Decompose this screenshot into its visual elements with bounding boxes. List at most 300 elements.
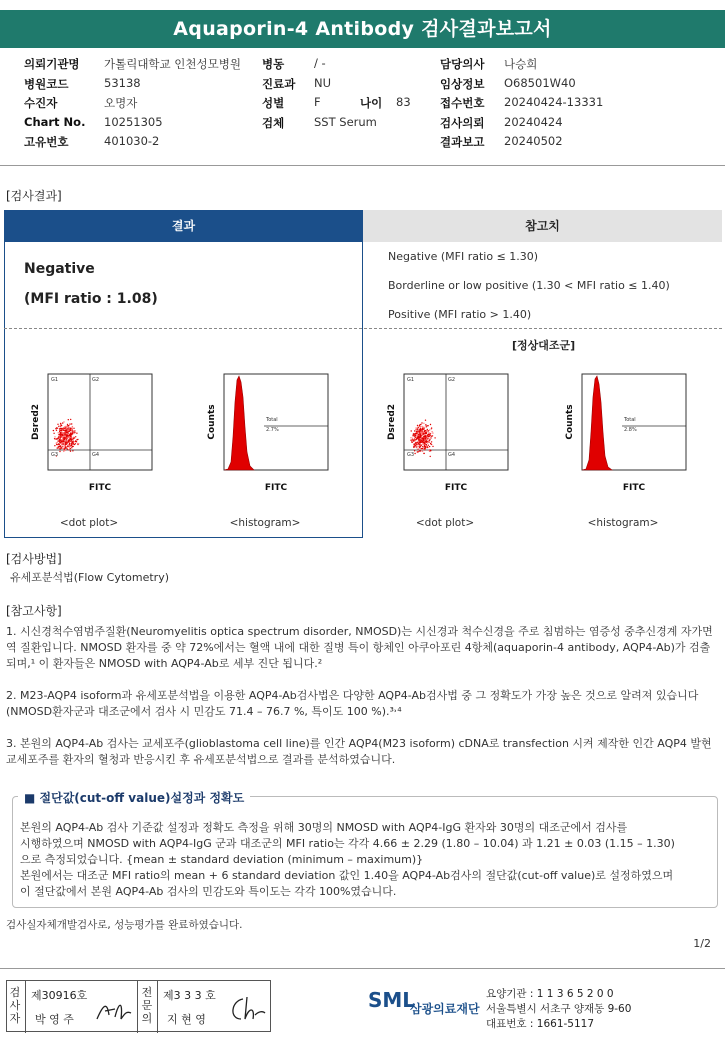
- event-dot: [410, 440, 411, 441]
- cutoff-title: ■ 절단값(cut-off value)설정과 정확도: [18, 789, 250, 806]
- info-label: 검사의뢰: [440, 116, 485, 130]
- event-dot: [430, 424, 431, 425]
- event-dot: [423, 447, 424, 448]
- gate-total-label: Total: [624, 417, 636, 423]
- event-dot: [65, 441, 66, 442]
- event-dot: [417, 442, 418, 443]
- event-dot: [418, 448, 419, 449]
- event-dot: [70, 451, 71, 452]
- event-dot: [70, 441, 71, 442]
- event-dot: [430, 443, 431, 444]
- event-dot: [419, 425, 420, 426]
- event-dot: [65, 436, 66, 437]
- event-dot: [414, 443, 415, 444]
- event-dot: [56, 430, 57, 431]
- event-dot: [422, 451, 423, 452]
- event-dot: [61, 441, 62, 442]
- info-value: NU: [314, 76, 332, 90]
- event-dot: [72, 433, 73, 434]
- info-value: 오명자: [104, 96, 138, 110]
- event-dot: [69, 444, 70, 445]
- event-dot: [417, 428, 418, 429]
- y-axis-label: Counts: [565, 404, 575, 440]
- event-dot: [415, 442, 416, 443]
- event-dot: [56, 444, 57, 445]
- event-dot: [57, 424, 58, 425]
- divider: [0, 165, 725, 166]
- result-value: Negative: [24, 261, 95, 277]
- event-dot: [413, 433, 414, 434]
- section-result-title: [검사결과]: [6, 189, 62, 203]
- event-dot: [54, 436, 55, 437]
- signature-mark: [225, 993, 267, 1025]
- event-dot: [421, 442, 422, 443]
- event-dot: [424, 445, 425, 446]
- event-dot: [426, 446, 427, 447]
- event-dot: [72, 426, 73, 427]
- x-axis-label: FITC: [264, 483, 288, 493]
- reference-para-3: 3. 본원의 AQP4-Ab 검사는 교세포주(glioblastoma cell line)를 인간 AQP4(M23 isoform) cDNA로 transfection 시켜 제작한 인간 AQP4 발현 교세포주를 환자의 혈청과 반응시킨 후 유세포분석법으로 결과를 분석하였습니다.: [6, 737, 712, 766]
- info-value: / -: [314, 56, 326, 70]
- event-dot: [76, 433, 77, 434]
- event-dot: [59, 445, 60, 446]
- event-dot: [68, 439, 69, 440]
- event-dot: [70, 433, 71, 434]
- event-dot: [418, 434, 419, 435]
- event-dot: [420, 444, 421, 445]
- event-dot: [428, 438, 429, 439]
- event-dot: [417, 437, 418, 438]
- event-dot: [416, 444, 417, 445]
- info-value: 20240502: [504, 134, 563, 148]
- event-dot: [65, 443, 66, 444]
- plot-caption: <histogram>: [229, 517, 301, 529]
- event-dot: [62, 433, 63, 434]
- quadrant-label: G4: [448, 452, 456, 458]
- signer-name: 지 현 영: [167, 1013, 206, 1026]
- event-dot: [420, 428, 421, 429]
- event-dot: [65, 439, 66, 440]
- event-dot: [431, 431, 432, 432]
- event-dot: [431, 427, 432, 428]
- event-dot: [419, 440, 420, 441]
- event-dot: [63, 437, 64, 438]
- event-dot: [69, 435, 70, 436]
- event-dot: [411, 430, 412, 431]
- quadrant-label: G4: [92, 452, 100, 458]
- event-dot: [415, 433, 416, 434]
- event-dot: [68, 441, 69, 442]
- event-dot: [67, 426, 68, 427]
- info-value: 20240424-13331: [504, 95, 604, 109]
- event-dot: [59, 437, 60, 438]
- event-dot: [74, 430, 75, 431]
- event-dot: [73, 437, 74, 438]
- event-dot: [58, 432, 59, 433]
- event-dot: [423, 439, 424, 440]
- event-dot: [68, 428, 69, 429]
- info-label: 임상정보: [440, 77, 485, 91]
- event-dot: [72, 430, 73, 431]
- info-value: 20240424: [504, 115, 563, 129]
- event-dot: [65, 432, 66, 433]
- event-dot: [55, 438, 56, 439]
- event-dot: [420, 435, 421, 436]
- event-dot: [418, 427, 419, 428]
- reference-para-2: 2. M23-AQP4 isoform과 유세포분석법을 이용한 AQP4-Ab검사법은 다양한 AQP4-Ab검사법 중 그 정확도가 가장 높은 것으로 알려져 있습니다(NMOSD환자군과 대조군에서 검사 시 민감도 71.4 – 76.7 %, 특이도 100 %).³˒⁴: [6, 689, 699, 718]
- plot-caption: <dot plot>: [59, 517, 119, 529]
- histogram-svg: [548, 352, 698, 502]
- info-label: 고유번호: [24, 135, 69, 149]
- event-dot: [430, 456, 431, 457]
- event-dot: [416, 428, 417, 429]
- info-value: 나승희: [504, 57, 538, 71]
- event-dot: [417, 451, 418, 452]
- signature-box: [6, 980, 271, 1032]
- event-dot: [65, 430, 66, 431]
- gate-total-value: 2.8%: [624, 427, 637, 433]
- plot-frame: [404, 374, 508, 470]
- event-dot: [64, 448, 65, 449]
- event-dot: [425, 420, 426, 421]
- x-axis-label: FITC: [622, 483, 646, 493]
- cutoff-line: 이 절단값에서 본원 AQP4-Ab 검사의 민감도와 특이도는 각각 100%였습니다.: [20, 885, 397, 898]
- event-dot: [432, 435, 433, 436]
- event-dot: [59, 451, 60, 452]
- event-dot: [424, 449, 425, 450]
- event-dot: [67, 432, 68, 433]
- event-dot: [54, 445, 55, 446]
- event-dot: [62, 422, 63, 423]
- event-dot: [422, 427, 423, 428]
- patient-dot-plot: [14, 352, 164, 502]
- info-label: 접수번호: [440, 96, 485, 110]
- event-dot: [429, 439, 430, 440]
- event-dot: [421, 449, 422, 450]
- event-dot: [65, 447, 66, 448]
- info-label: Chart No.: [24, 115, 86, 129]
- age-label: 나이: [360, 96, 383, 110]
- cutoff-line: 으로 측정되었습니다. {mean ± standard deviation (minimum – maximum)}: [20, 853, 424, 866]
- event-dot: [71, 440, 72, 441]
- event-dot: [430, 437, 431, 438]
- event-dot: [58, 446, 59, 447]
- reference-borderline: Borderline or low positive (1.30 < MFI ratio ≤ 1.40): [388, 279, 670, 292]
- footer-note: 검사실자체개발검사로, 성능평가를 완료하였습니다.: [6, 919, 243, 931]
- event-dot: [56, 442, 57, 443]
- info-label: 수진자: [24, 96, 58, 110]
- event-dot: [61, 428, 62, 429]
- event-dot: [422, 429, 423, 430]
- event-dot: [61, 430, 62, 431]
- divider: [137, 981, 138, 1033]
- y-axis-label: Dsred2: [31, 403, 41, 441]
- info-label: 결과보고: [440, 135, 485, 149]
- event-dot: [423, 423, 424, 424]
- signer-license-no: 제30916호: [31, 989, 88, 1002]
- event-dot: [64, 439, 65, 440]
- gate-total-label: Total: [266, 417, 278, 423]
- event-dot: [62, 435, 63, 436]
- event-dot: [428, 450, 429, 451]
- event-dot: [63, 430, 64, 431]
- event-dot: [59, 429, 60, 430]
- event-dot: [424, 435, 425, 436]
- y-axis-label: Dsred2: [387, 403, 397, 441]
- event-dot: [66, 443, 67, 444]
- event-dot: [415, 437, 416, 438]
- event-dot: [426, 444, 427, 445]
- event-dot: [413, 435, 414, 436]
- event-dot: [429, 435, 430, 436]
- info-label: 검체: [262, 116, 285, 130]
- event-dot: [428, 434, 429, 435]
- result-ratio: (MFI ratio : 1.08): [24, 291, 158, 307]
- event-dot: [64, 445, 65, 446]
- info-value: O68501W40: [504, 76, 576, 90]
- event-dot: [60, 425, 61, 426]
- event-dot: [422, 446, 423, 447]
- event-dot: [62, 445, 63, 446]
- dot-plot-svg: [370, 352, 520, 502]
- signer-name: 박 영 주: [35, 1013, 74, 1026]
- reference-header: 참고치: [363, 210, 722, 242]
- signature-mark: [93, 995, 133, 1025]
- event-dot: [61, 439, 62, 440]
- method-text: 유세포분석법(Flow Cytometry): [10, 571, 170, 584]
- event-dot: [427, 429, 428, 430]
- event-dot: [419, 437, 420, 438]
- event-dot: [417, 432, 418, 433]
- result-table: [4, 210, 722, 538]
- quadrant-label: G2: [448, 377, 456, 383]
- dashed-divider: [4, 328, 722, 329]
- info-value: F: [314, 95, 321, 109]
- event-dot: [63, 448, 64, 449]
- event-dot: [72, 442, 73, 443]
- event-dot: [423, 453, 424, 454]
- section-reference-title: [참고사항]: [6, 604, 62, 618]
- event-dot: [71, 447, 72, 448]
- event-dot: [417, 425, 418, 426]
- event-dot: [416, 431, 417, 432]
- info-value: 401030-2: [104, 134, 160, 148]
- event-dot: [423, 442, 424, 443]
- event-dot: [75, 443, 76, 444]
- event-dot: [427, 442, 428, 443]
- event-dot: [67, 445, 68, 446]
- event-dot: [428, 430, 429, 431]
- event-dot: [425, 424, 426, 425]
- event-dot: [76, 439, 77, 440]
- event-dot: [58, 426, 59, 427]
- event-dot: [58, 443, 59, 444]
- event-dot: [67, 424, 68, 425]
- event-dot: [413, 446, 414, 447]
- info-label: 담당의사: [440, 57, 485, 71]
- event-dot: [54, 438, 55, 439]
- cutoff-line: 본원에서는 대조군 MFI ratio의 mean + 6 standard deviation 값인 1.40을 AQP4-Ab검사의 절단값(cut-off value)로 설정하였으며: [20, 869, 674, 882]
- event-dot: [63, 441, 64, 442]
- org-info-line: 대표번호 : 1661-5117: [486, 1018, 595, 1030]
- info-label: 병동: [262, 57, 285, 71]
- info-value: SST Serum: [314, 115, 377, 129]
- info-label: 의뢰기관명: [24, 57, 80, 71]
- event-dot: [66, 435, 67, 436]
- event-dot: [425, 430, 426, 431]
- event-dot: [64, 428, 65, 429]
- event-dot: [417, 446, 418, 447]
- event-dot: [66, 429, 67, 430]
- quadrant-label: G3: [51, 452, 59, 458]
- quadrant-label: G2: [92, 377, 100, 383]
- event-dot: [70, 448, 71, 449]
- info-label: 진료과: [262, 77, 296, 91]
- reference-negative: Negative (MFI ratio ≤ 1.30): [388, 250, 539, 263]
- plot-caption: <dot plot>: [415, 517, 475, 529]
- event-dot: [425, 441, 426, 442]
- event-dot: [412, 442, 413, 443]
- event-dot: [419, 446, 420, 447]
- event-dot: [70, 419, 71, 420]
- event-dot: [75, 440, 76, 441]
- event-dot: [73, 428, 74, 429]
- event-dot: [422, 440, 423, 441]
- event-dot: [68, 419, 69, 420]
- divider: [157, 981, 158, 1033]
- event-dot: [67, 448, 68, 449]
- event-dot: [428, 445, 429, 446]
- reference-positive: Positive (MFI ratio > 1.40): [388, 308, 532, 321]
- histogram-svg: [190, 352, 340, 502]
- page-number: 1/2: [693, 937, 711, 950]
- gate-total-value: 2.7%: [266, 427, 279, 433]
- info-label: 병원코드: [24, 77, 69, 91]
- event-dot: [60, 433, 61, 434]
- quadrant-label: G3: [407, 452, 415, 458]
- event-dot: [419, 442, 420, 443]
- signer-role-label: 전문의: [141, 986, 153, 1025]
- event-dot: [432, 432, 433, 433]
- event-dot: [422, 432, 423, 433]
- event-dot: [72, 446, 73, 447]
- report-title: Aquaporin-4 Antibody 검사결과보고서: [0, 10, 725, 48]
- event-dot: [425, 446, 426, 447]
- info-value: 10251305: [104, 115, 163, 129]
- event-dot: [74, 441, 75, 442]
- event-dot: [434, 437, 435, 438]
- event-dot: [426, 425, 427, 426]
- event-dot: [419, 450, 420, 451]
- event-dot: [415, 440, 416, 441]
- y-axis-label: Counts: [207, 404, 217, 440]
- x-axis-label: FITC: [444, 483, 468, 493]
- org-info-line: 요양기관 : 1 1 3 6 5 2 0 0: [486, 988, 614, 1000]
- event-dot: [59, 428, 60, 429]
- event-dot: [429, 429, 430, 430]
- event-dot: [63, 421, 64, 422]
- control-histogram: [548, 352, 698, 502]
- event-dot: [423, 433, 424, 434]
- divider: [25, 981, 26, 1033]
- cutoff-body: [20, 820, 716, 900]
- x-axis-label: FITC: [88, 483, 112, 493]
- event-dot: [412, 439, 413, 440]
- event-dot: [420, 433, 421, 434]
- event-dot: [427, 434, 428, 435]
- event-dot: [416, 447, 417, 448]
- event-dot: [426, 440, 427, 441]
- event-dot: [60, 435, 61, 436]
- event-dot: [70, 430, 71, 431]
- patient-histogram: [190, 352, 340, 502]
- event-dot: [63, 450, 64, 451]
- age-value: 83: [396, 95, 411, 109]
- event-dot: [431, 441, 432, 442]
- event-dot: [57, 447, 58, 448]
- event-dot: [72, 427, 73, 428]
- event-dot: [410, 437, 411, 438]
- event-dot: [414, 450, 415, 451]
- control-label: [정상대조군]: [512, 339, 576, 352]
- event-dot: [61, 443, 62, 444]
- info-label: 성별: [262, 96, 285, 110]
- quadrant-label: G1: [51, 377, 59, 383]
- section-method-title: [검사방법]: [6, 552, 62, 566]
- event-dot: [425, 437, 426, 438]
- reference-para-1: 1. 시신경척수염범주질환(Neuromyelitis optica spectrum disorder, NMOSD)는 시신경과 척수신경을 주로 침범하는 염증성 중추신경계 자가면역 질환입니다. NMOSD 환자를 중 약 72%에서는 혈액 내에 대한 질병 특이 항체인 아쿠아포린 4항체(aquaporin-4 antibody, AQP4-Ab)가 검출되며,¹ 이 환자들은 NMOSD with AQP4-Ab로 세부 진단 됩니다.²: [6, 625, 713, 670]
- event-dot: [61, 447, 62, 448]
- event-dot: [414, 453, 415, 454]
- event-dot: [66, 441, 67, 442]
- org-info-line: 서울특별시 서초구 양재동 9-60: [486, 1003, 632, 1015]
- event-dot: [69, 438, 70, 439]
- event-dot: [60, 423, 61, 424]
- event-dot: [53, 433, 54, 434]
- result-header: 결과: [4, 210, 363, 242]
- event-dot: [412, 438, 413, 439]
- event-dot: [63, 427, 64, 428]
- info-value: 가톨릭대학교 인천성모병원: [104, 57, 241, 71]
- event-dot: [71, 423, 72, 424]
- plot-caption: <histogram>: [587, 517, 659, 529]
- quadrant-label: G1: [407, 377, 415, 383]
- footer-divider: [0, 968, 725, 969]
- event-dot: [415, 435, 416, 436]
- event-dot: [421, 438, 422, 439]
- sml-logo: SML: [368, 988, 416, 1012]
- event-dot: [78, 443, 79, 444]
- event-dot: [59, 431, 60, 432]
- event-dot: [421, 422, 422, 423]
- cutoff-line: 본원의 AQP4-Ab 검사 기준값 설정과 정확도 측정을 위해 30명의 NMOSD with AQP4-IgG 환자와 30명의 대조군에서 검사를: [20, 821, 628, 834]
- event-dot: [53, 430, 54, 431]
- control-dot-plot: [370, 352, 520, 502]
- signer-role-label: 검사자: [9, 986, 21, 1025]
- event-dot: [67, 437, 68, 438]
- event-dot: [56, 427, 57, 428]
- event-dot: [69, 423, 70, 424]
- event-dot: [414, 430, 415, 431]
- event-dot: [414, 445, 415, 446]
- event-dot: [72, 450, 73, 451]
- signer-license-no: 제3 3 3 호: [163, 989, 216, 1002]
- event-dot: [58, 440, 59, 441]
- event-dot: [426, 431, 427, 432]
- cutoff-line: 시행하였으며 NMOSD with AQP4-IgG 군과 대조군의 MFI ratio는 각각 4.66 ± 2.29 (1.80 – 10.04) 과 1.21 ± 0.03 (1.15 – 1.30): [20, 837, 675, 850]
- event-dot: [425, 433, 426, 434]
- event-dot: [429, 446, 430, 447]
